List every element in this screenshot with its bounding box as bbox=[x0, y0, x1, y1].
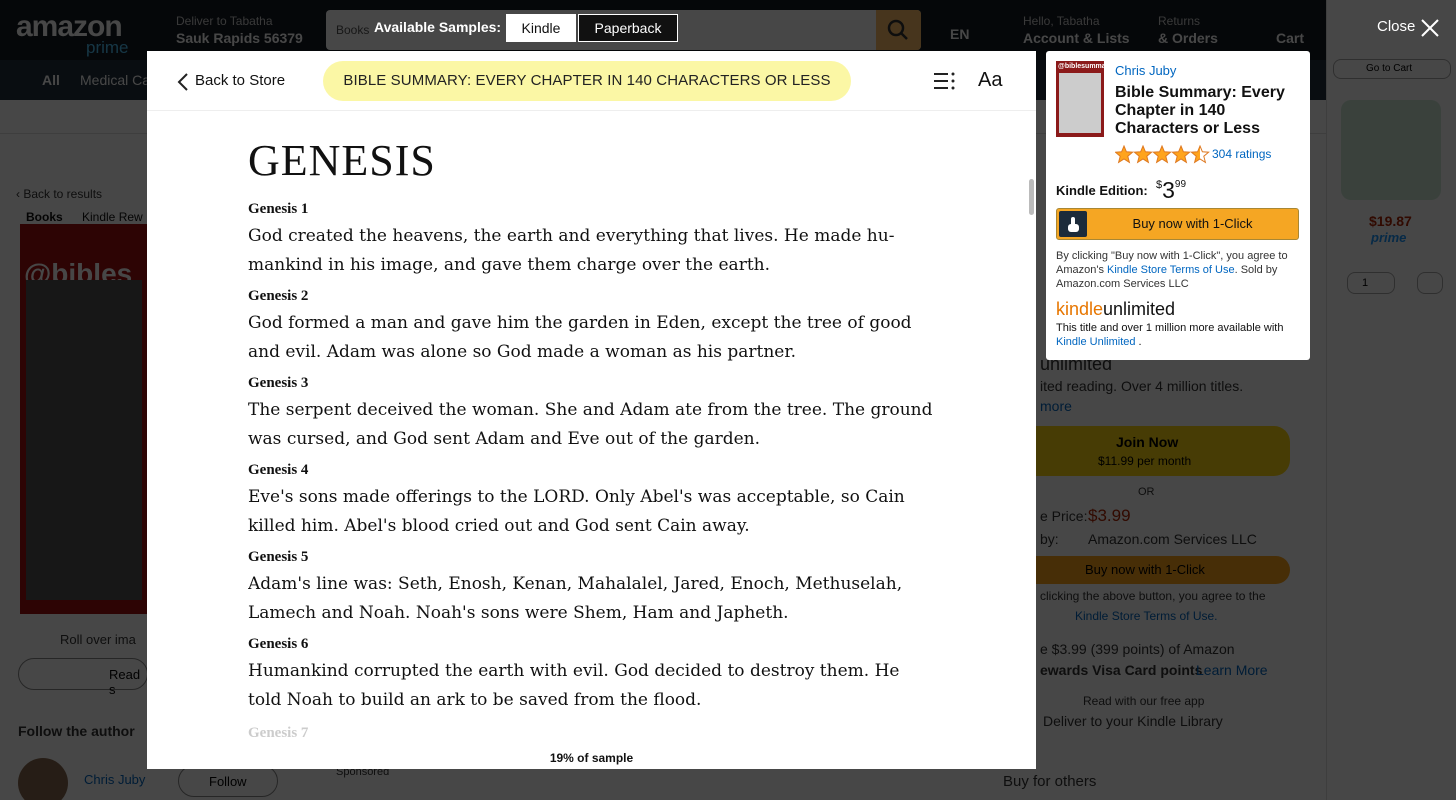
reader-content bbox=[248, 135, 938, 755]
close-button[interactable]: Close bbox=[1377, 18, 1416, 35]
chapter-heading: Genesis 1 bbox=[248, 201, 309, 217]
chapter-text: Eve's sons made offerings to the LORD. Only Abel's was acceptable, so Cain killed him. Abel's blood cried out and God sent Cain away. bbox=[248, 487, 905, 536]
chapter bbox=[248, 462, 938, 541]
kindle-unlimited-text: This title and over 1 million more available with Kindle Unlimited . bbox=[1056, 322, 1284, 348]
chapter-heading: Genesis 2 bbox=[248, 288, 309, 304]
hand-pointer-icon bbox=[1059, 211, 1087, 237]
chapter-text: Humankind corrupted the earth with evil. God decided to destroy them. He told Noah to build an ark to be saved from the flood. bbox=[248, 661, 900, 710]
purchase-terms-text: By clicking "Buy now with 1-Click", you agree to Amazon's Kindle Store Terms of Use. Sold by Amazon.com Services LLC bbox=[1056, 250, 1288, 290]
chapter bbox=[248, 288, 938, 367]
chapter-text: God created the heavens, the earth and everything that lives. He made hu-mankind in his image, and gave them charge over the earth. bbox=[248, 226, 895, 275]
edition-label: Kindle Edition: bbox=[1056, 183, 1148, 198]
kindle-price: $^{\$}3^{99}$ bbox=[1156, 177, 1187, 203]
chapter bbox=[248, 201, 938, 280]
back-to-store-button[interactable]: Back to Store bbox=[177, 72, 285, 89]
book-title-highlight: BIBLE SUMMARY: EVERY CHAPTER IN 140 CHARACTERS OR LESS bbox=[323, 61, 851, 101]
chapter-heading: Genesis 3 bbox=[248, 375, 309, 391]
kindle-unlimited-link[interactable]: Kindle Unlimited bbox=[1056, 336, 1136, 348]
star-rating-icon[interactable] bbox=[1115, 145, 1210, 165]
available-samples-label: Available Samples: bbox=[374, 19, 502, 35]
book-thumbnail[interactable]: @biblesummary bbox=[1056, 61, 1104, 137]
chapter bbox=[248, 375, 938, 454]
table-of-contents-icon[interactable] bbox=[934, 72, 956, 90]
ratings-count-link[interactable]: 304 ratings bbox=[1212, 147, 1272, 161]
kindle-sample-tab[interactable]: Kindle bbox=[506, 14, 576, 42]
buy-now-1click-button[interactable]: Buy now with 1-Click bbox=[1056, 208, 1299, 240]
chapter-text: The serpent deceived the woman. She and Adam ate from the tree. The ground was cursed, and God sent Adam and Eve out of the garden. bbox=[248, 400, 933, 449]
next-chapter-heading: Genesis 7 bbox=[248, 725, 309, 741]
chapter-heading: Genesis 5 bbox=[248, 549, 309, 565]
chevron-left-icon bbox=[177, 73, 189, 91]
kindle-unlimited-logo: kindleunlimited bbox=[1056, 299, 1176, 319]
chapter-text: God formed a man and gave him the garden in Eden, except the tree of good and evil. Adam was alone so God made a woman as his partner. bbox=[248, 313, 912, 362]
reader-scrollbar[interactable] bbox=[1029, 179, 1034, 215]
chapter-heading: Genesis 4 bbox=[248, 462, 309, 478]
close-icon[interactable] bbox=[1420, 18, 1440, 38]
chapter-heading: Genesis 6 bbox=[248, 636, 309, 652]
chapter bbox=[248, 549, 938, 628]
kindle-sample-reader bbox=[147, 51, 1036, 769]
buy-box-popover bbox=[1046, 51, 1310, 360]
sample-progress: 19% of sample bbox=[549, 751, 634, 765]
chapter-text: Adam's line was: Seth, Enosh, Kenan, Mahalalel, Jared, Enoch, Methuselah, Lamech and Noah. Noah's sons were Shem, Ham and Japheth. bbox=[248, 574, 903, 623]
product-title: Bible Summary: Every Chapter in 140 Characters or Less bbox=[1115, 84, 1285, 137]
font-settings-button[interactable]: Aa bbox=[978, 69, 1003, 91]
author-link[interactable]: Chris Juby bbox=[1115, 63, 1177, 78]
kindle-store-terms-link[interactable]: Kindle Store Terms of Use bbox=[1107, 264, 1235, 276]
paperback-sample-tab[interactable]: Paperback bbox=[578, 14, 678, 42]
reader-header bbox=[147, 51, 1036, 111]
chapter bbox=[248, 636, 938, 715]
book-heading: GENESIS bbox=[248, 136, 436, 185]
